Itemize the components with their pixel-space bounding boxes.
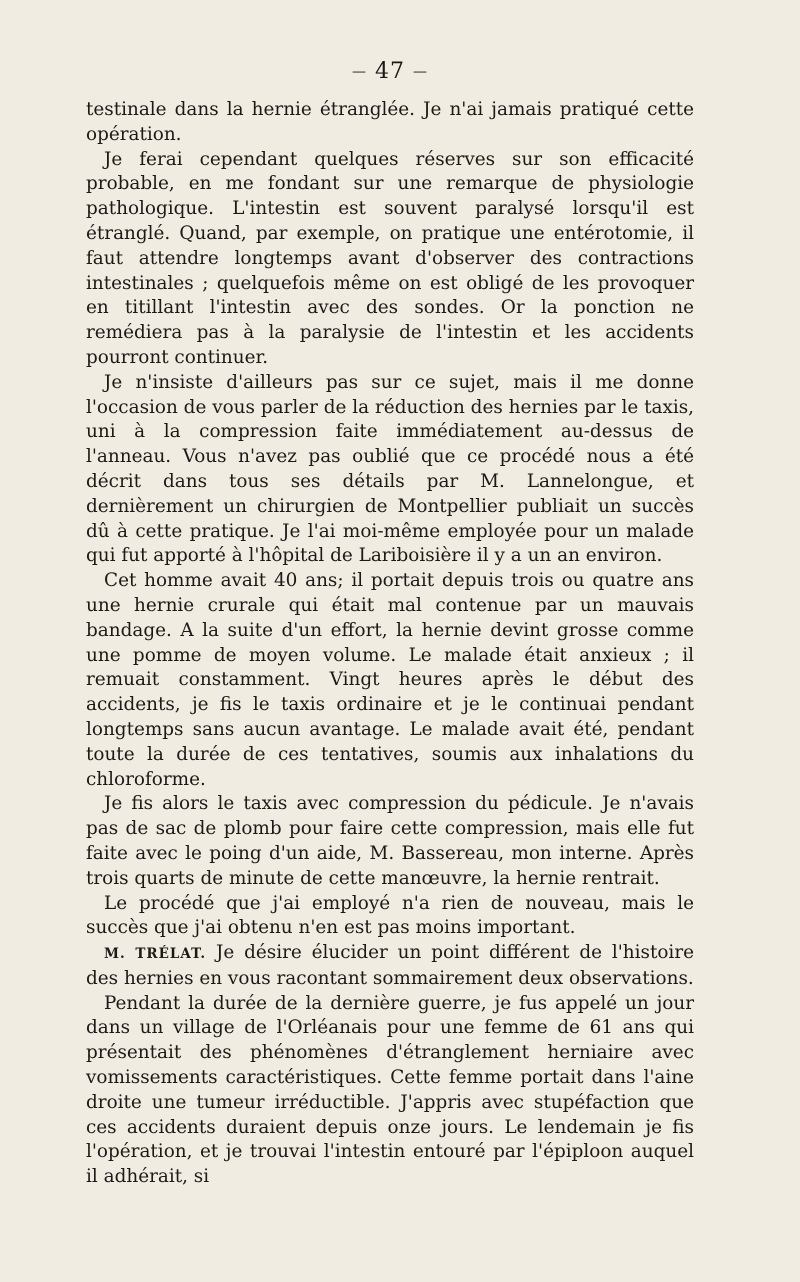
- paragraph-2: Je ferai cependant quelques réserves sur son efficacité probable, en me fondant sur une remarque de physiologie pathologique. L'intestin est souvent paralysé lorsqu'il est étranglé. Quand, par exemple, on pratique une entérotomie, il faut attendre longtemps avant d'observer des contractions intestinales ; quelquefois même on est obligé de les provoquer en titillant l'intestin avec des sondes. Or la ponction ne remédiera pas à la paralysie de l'intestin et les accidents pourront continuer.: [86, 148, 694, 368]
- book-page: [86, 58, 694, 1190]
- paragraph-7: [86, 941, 694, 992]
- paragraph-1: testinale dans la hernie étranglée. Je n'ai jamais pratiqué cette opération.: [86, 99, 694, 145]
- header-dash-right: —: [413, 64, 428, 80]
- header-dash-left: —: [352, 64, 367, 80]
- body-text: [86, 98, 694, 1190]
- paragraph-4: Cet homme avait 40 ans; il portait depuis trois ou quatre ans une hernie crurale qui était mal contenue par un mauvais bandage. A la suite d'un effort, la hernie devint grosse comme une pomme de moyen volume. Le malade était anxieux ; il remuait constamment. Vingt heures après le début des accidents, je fis le taxis ordinaire et je le continuai pendant longtemps sans aucun avantage. Le malade avait été, pendant toute la durée de ces tentatives, soumis aux inhalations du chloroforme.: [86, 570, 694, 790]
- paragraph-3: Je n'insiste d'ailleurs pas sur ce sujet, mais il me donne l'occasion de vous parler de la réduction des hernies par le taxis, uni à la compression faite immédiatement au-dessus de l'anneau. Vous n'avez pas oublié que ce procédé nous a été décrit dans tous ses détails par M. Lannelongue, et dernièrement un chirurgien de Montpellier publiait un succès dû à cette pratique. Je l'ai moi-même employée pour un malade qui fut apporté à l'hôpital de Lariboisière il y a un an environ.: [86, 371, 694, 567]
- page-header: [86, 58, 694, 98]
- paragraph-8: Pendant la durée de la dernière guerre, je fus appelé un jour dans un village de l'Orléanais pour une femme de 61 ans qui présentait des phénomènes d'étranglement herniaire avec vomissements caractéristiques. Cette femme portait dans l'aine droite une tumeur irréductible. J'appris avec stupéfaction que ces accidents duraient depuis onze jours. Le lendemain je fis l'opération, et je trouvai l'intestin entouré par l'épiploon auquel il adhérait, si: [86, 992, 694, 1188]
- speaker-text: Je désire élucider un point différent de l'histoire des hernies en vous racontant sommairement deux observations.: [86, 942, 694, 989]
- paragraph-5: Je fis alors le taxis avec compression du pédicule. Je n'avais pas de sac de plomb pour faire cette compression, mais elle fut faite avec le poing d'un aide, M. Bassereau, mon interne. Après trois quarts de minute de cette manœuvre, la hernie rentrait.: [86, 793, 694, 889]
- speaker-name: M. TRÉLAT.: [104, 946, 207, 963]
- page-number: 47: [375, 59, 405, 84]
- paragraph-6: Le procédé que j'ai employé n'a rien de nouveau, mais le succès que j'ai obtenu n'en est pas moins important.: [86, 892, 694, 939]
